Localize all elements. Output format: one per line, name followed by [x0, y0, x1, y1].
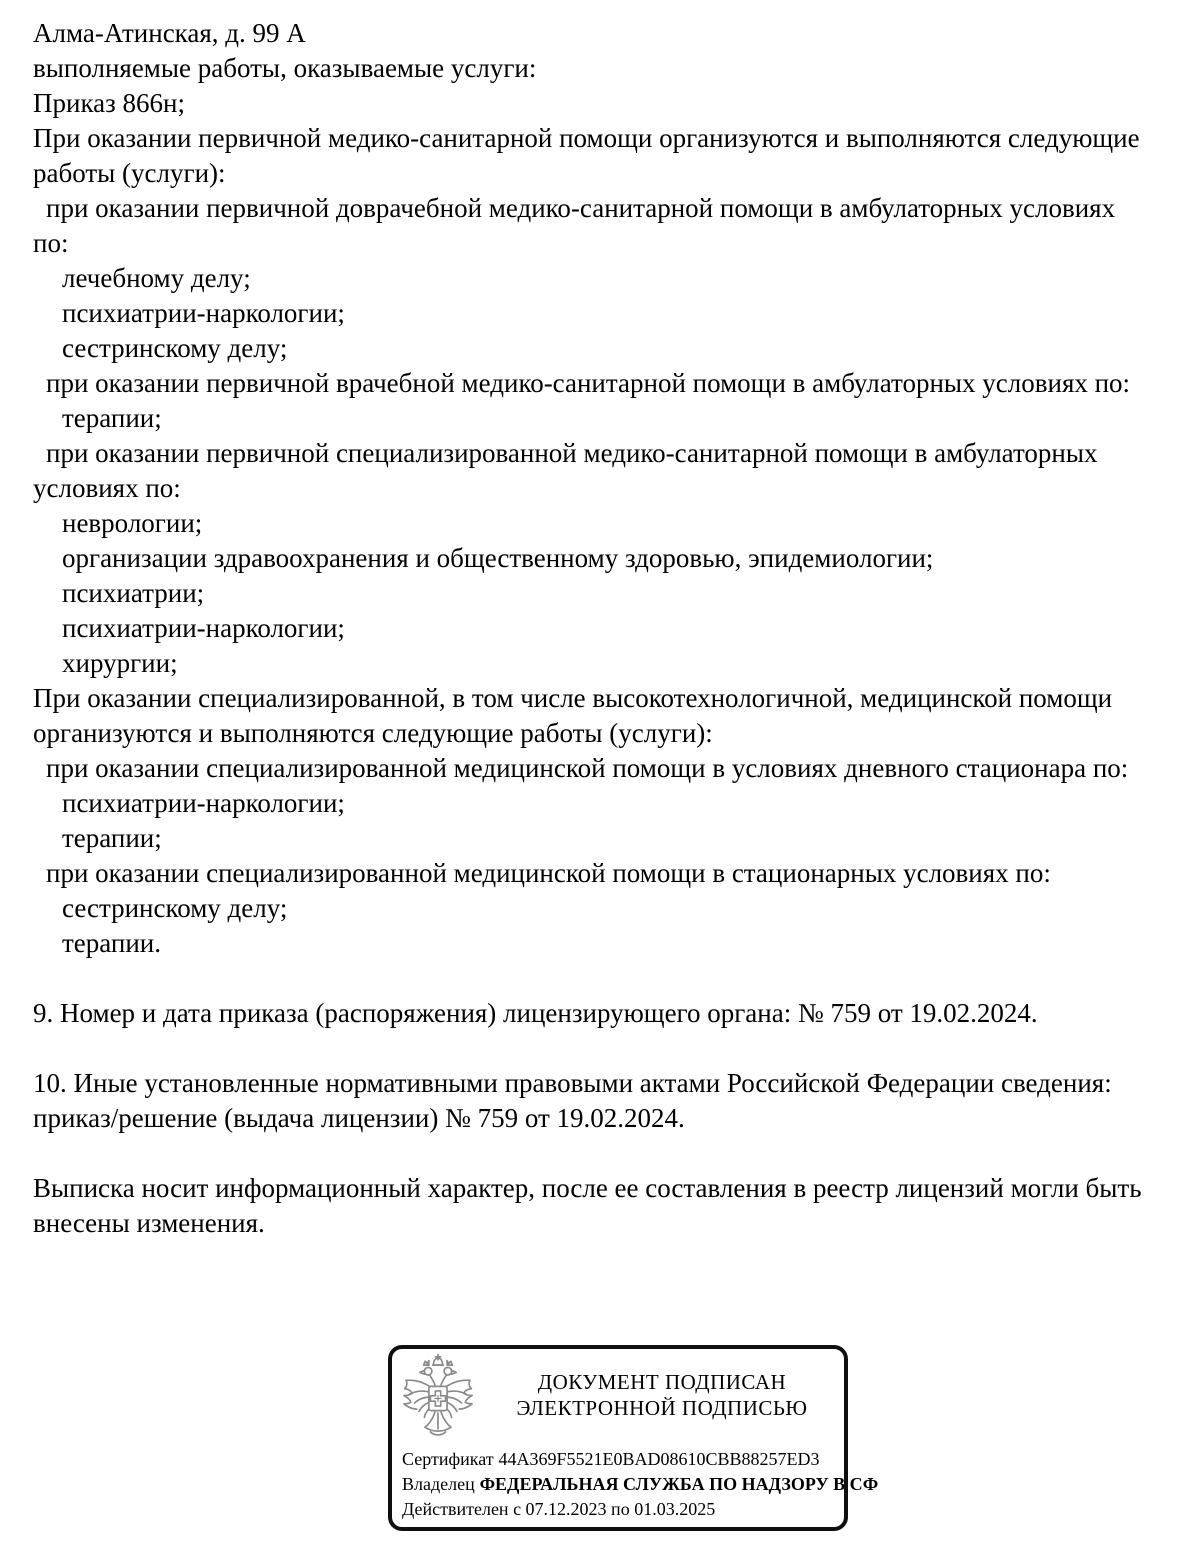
stamp-validity-text: Действителен с 07.12.2023 по 01.03.2025 [402, 1499, 716, 1519]
text-line: при оказании специализированной медицинской помощи в условиях дневного стационара по: [46, 753, 1129, 783]
text-line: терапии; [62, 403, 162, 433]
text-line: Приказ 866н; [33, 88, 186, 118]
text-line: хирургии; [62, 648, 178, 678]
text-line: работы (услуги): [33, 158, 226, 188]
license-extract-text [33, 16, 1178, 1241]
text-line: при оказании первичной врачебной медико-санитарной помощи в амбулаторных условиях по: [46, 368, 1131, 398]
text-line: При оказании первичной медико-санитарной помощи организуются и выполняются следующие [33, 123, 1140, 153]
stamp-owner-label: Владелец [402, 1474, 475, 1494]
text-line: Алма-Атинская, д. 99 А [33, 18, 306, 48]
stamp-title [484, 1369, 840, 1421]
stamp-certificate-value: 44A369F5521E0BAD08610CBB88257ED3 [498, 1449, 820, 1469]
stamp-certificate-label: Сертификат [402, 1449, 494, 1469]
text-line: психиатрии-наркологии; [62, 613, 345, 643]
text-line: лечебному делу; [62, 263, 251, 293]
text-line [33, 1031, 1178, 1066]
text-line: при оказании первичной специализированной медико-санитарной помощи в амбулаторных [46, 438, 1098, 468]
text-line [33, 961, 1178, 996]
signature-stamp [388, 1345, 879, 1531]
text-line: приказ/решение (выдача лицензии) № 759 от 19.02.2024. [33, 1103, 685, 1133]
text-line: 10. Иные установленные нормативными правовыми актами Российской Федерации сведения: [33, 1068, 1112, 1098]
stamp-owner-row [402, 1472, 879, 1497]
text-line: при оказании специализированной медицинской помощи в стационарных условиях по: [46, 858, 1051, 888]
stamp-title-line1: ДОКУМЕНТ ПОДПИСАН [537, 1370, 787, 1394]
text-line [33, 1136, 1178, 1171]
text-line: условиях по: [33, 473, 181, 503]
text-line: терапии; [62, 823, 162, 853]
stamp-validity-row [402, 1497, 844, 1522]
stamp-title-line2: ЭЛЕКТРОННОЙ ПОДПИСЬЮ [516, 1396, 808, 1420]
text-line: сестринскому делу; [62, 893, 288, 923]
text-line: Выписка носит информационный характер, после ее составления в реестр лицензий могли быть [33, 1173, 1142, 1203]
text-line: организации здравоохранения и общественному здоровью, эпидемиологии; [62, 543, 934, 573]
text-line: сестринскому делу; [62, 333, 288, 363]
text-line: неврологии; [62, 508, 203, 538]
stamp-certificate-row [402, 1447, 844, 1472]
text-line: по: [33, 228, 69, 258]
text-line: психиатрии-наркологии; [62, 298, 345, 328]
text-line: выполняемые работы, оказываемые услуги: [33, 53, 537, 83]
text-line: 9. Номер и дата приказа (распоряжения) лицензирующего органа: № 759 от 19.02.2024. [33, 998, 1038, 1028]
text-line: терапии. [62, 928, 162, 958]
text-line: организуются и выполняются следующие работы (услуги): [33, 718, 713, 748]
double-headed-eagle-emblem-icon [400, 1353, 476, 1444]
text-line: при оказании первичной доврачебной медико-санитарной помощи в амбулаторных условиях [46, 193, 1116, 223]
text-line: При оказании специализированной, в том числе высокотехнологичной, медицинской помощи [33, 683, 1113, 713]
text-line: психиатрии-наркологии; [62, 788, 345, 818]
stamp-owner-clipped-char: Ф [862, 1474, 879, 1494]
stamp-owner-value: ФЕДЕРАЛЬНАЯ СЛУЖБА ПО НАДЗОРУ В С [479, 1474, 863, 1494]
stamp-details [402, 1447, 879, 1522]
text-line: психиатрии; [62, 578, 205, 608]
text-line: внесены изменения. [33, 1208, 265, 1238]
